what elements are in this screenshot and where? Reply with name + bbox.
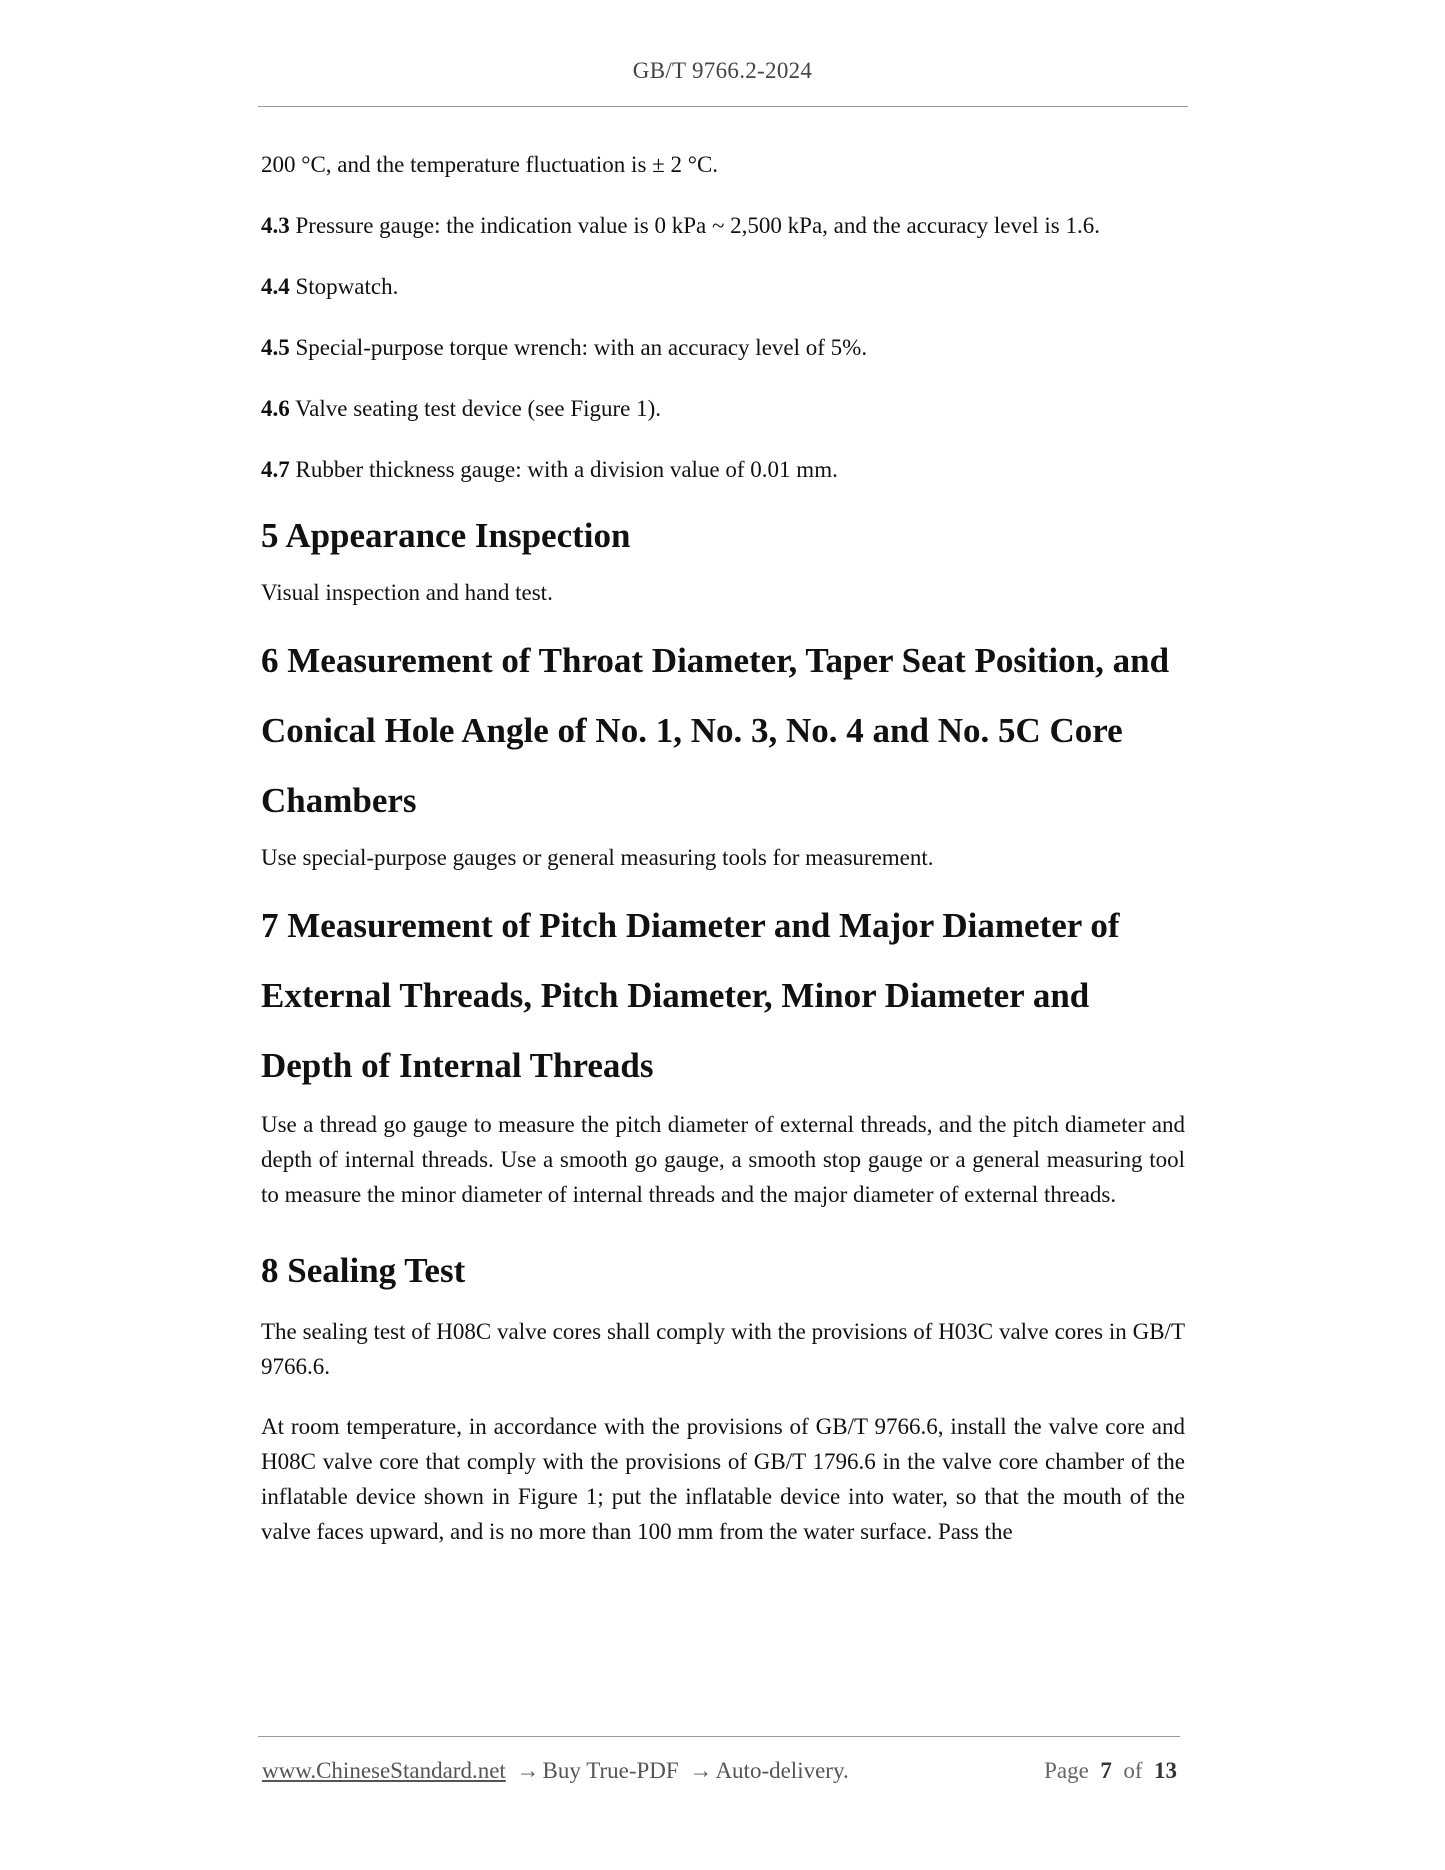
- clause-text: Rubber thickness gauge: with a division value of 0.01 mm.: [289, 457, 838, 482]
- arrow-right-icon: →: [689, 1758, 713, 1783]
- intro-line: 200 °C, and the temperature fluctuation is ± 2 °C.: [261, 152, 719, 177]
- heading-line: External Threads, Pitch Diameter, Minor Diameter and: [261, 976, 1090, 1015]
- section-7-heading: [261, 891, 1185, 1101]
- clause-text: Pressure gauge: the indication value is 0 kPa ~ 2,500 kPa, and the accuracy level is 1.6.: [289, 213, 1100, 238]
- heading-line: 7 Measurement of Pitch Diameter and Major Diameter of: [261, 906, 1120, 945]
- clause-4-3: [261, 209, 1185, 243]
- section-6-paragraph: Use special-purpose gauges or general measuring tools for measurement.: [261, 845, 934, 870]
- of-label: of: [1123, 1758, 1143, 1783]
- clause-number: 4.5: [261, 335, 290, 360]
- clause-number: 4.6: [261, 396, 290, 421]
- footer-divider: [258, 1736, 1180, 1737]
- clause-4-6: [261, 392, 1185, 426]
- header-divider: [258, 106, 1188, 107]
- clause-number: 4.7: [261, 457, 290, 482]
- auto-delivery-text: Auto-delivery.: [715, 1758, 849, 1783]
- clause-4-5: [261, 331, 1185, 365]
- current-page-number: 7: [1100, 1758, 1112, 1783]
- buy-pdf-text: Buy True-PDF: [542, 1758, 679, 1783]
- section-6-heading: [261, 626, 1185, 836]
- clause-text: Stopwatch.: [289, 274, 399, 299]
- clause-text: Valve seating test device (see Figure 1).: [289, 396, 662, 421]
- page-indicator: [1044, 1758, 1177, 1784]
- document-code-header: GB/T 9766.2-2024: [632, 58, 813, 83]
- section-8-paragraph-1: The sealing test of H08C valve cores shall comply with the provisions of H03C valve cores in GB/T 9766.6.: [261, 1319, 1185, 1379]
- clause-4-4: [261, 270, 1185, 304]
- section-5-heading: 5 Appearance Inspection: [261, 516, 631, 555]
- footer-promo: [262, 1758, 849, 1784]
- clause-text: Special-purpose torque wrench: with an accuracy level of 5%.: [289, 335, 868, 360]
- heading-line: Depth of Internal Threads: [261, 1046, 654, 1085]
- heading-line: 6 Measurement of Throat Diameter, Taper Seat Position, and: [261, 641, 1170, 680]
- website-link[interactable]: www.ChineseStandard.net: [262, 1758, 506, 1783]
- heading-line: Conical Hole Angle of No. 1, No. 3, No. 4 and No. 5C Core: [261, 711, 1123, 750]
- total-pages-number: 13: [1154, 1758, 1177, 1783]
- section-7-paragraph: Use a thread go gauge to measure the pitch diameter of external threads, and the pitch diameter and depth of internal threads. Use a smooth go gauge, a smooth stop gauge or a general measuring tool to measure the minor diameter of internal threads and the major diameter of external threads.: [261, 1112, 1185, 1207]
- section-8-heading: 8 Sealing Test: [261, 1251, 466, 1290]
- heading-line: Chambers: [261, 781, 417, 820]
- clause-number: 4.3: [261, 213, 290, 238]
- section-8-paragraph-2: At room temperature, in accordance with the provisions of GB/T 9766.6, install the valve core and H08C valve core that comply with the provisions of GB/T 1796.6 in the valve core chamber of the inflatable device shown in Figure 1; put the inflatable device into water, so that the mouth of the valve faces upward, and is no more than 100 mm from the water surface. Pass the: [261, 1414, 1185, 1544]
- page-label: Page: [1044, 1758, 1089, 1783]
- clause-number: 4.4: [261, 274, 290, 299]
- clause-4-7: [261, 453, 1185, 487]
- page-body: [261, 148, 1185, 1549]
- arrow-right-icon: →: [516, 1758, 540, 1783]
- section-5-paragraph: Visual inspection and hand test.: [261, 580, 553, 605]
